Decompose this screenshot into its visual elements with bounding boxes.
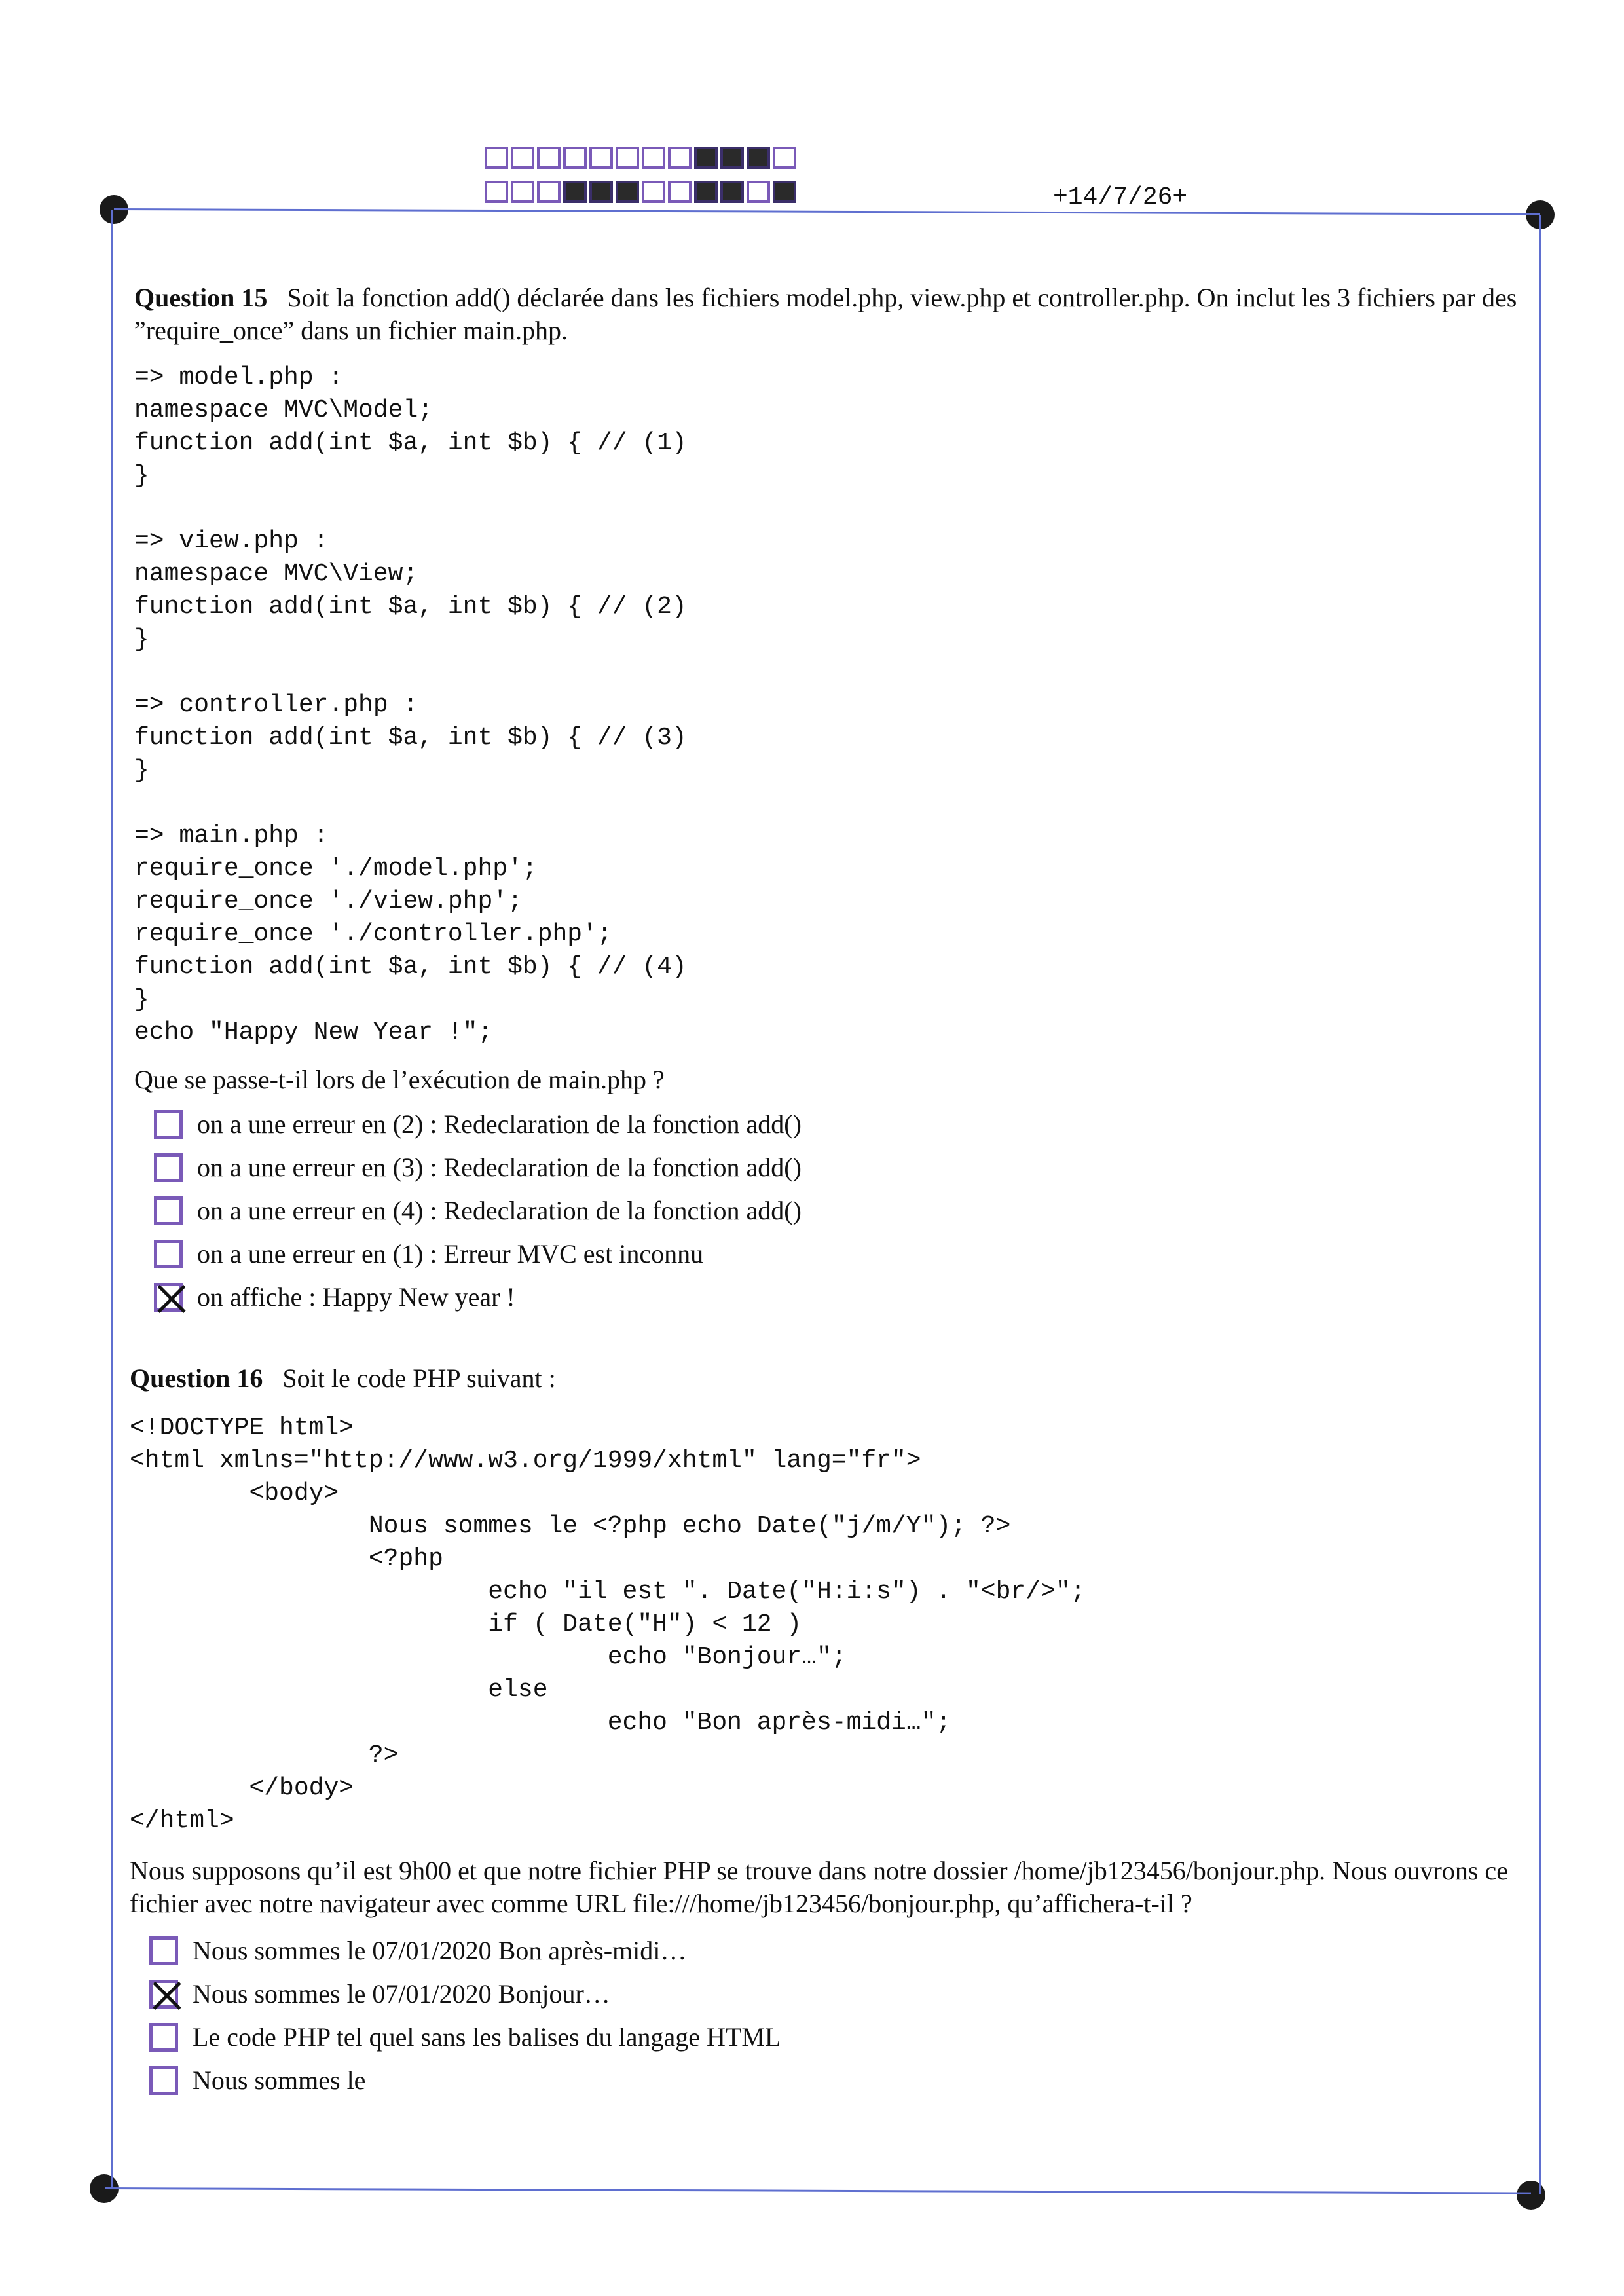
- answer-label: Nous sommes le: [193, 2065, 366, 2095]
- question-16-heading: [130, 1362, 1524, 1395]
- id-code-row-1-box: [537, 147, 561, 169]
- answer-option[interactable]: [149, 1929, 1524, 1972]
- id-code-row-1-box: [511, 147, 534, 169]
- answer-option[interactable]: [149, 2059, 1524, 2102]
- id-code-row-2-box: [720, 181, 744, 203]
- question-16-answers: [149, 1929, 1524, 2102]
- id-code-row-2-box: [668, 181, 692, 203]
- answer-option[interactable]: [154, 1146, 1529, 1189]
- id-code-row-2-box: [563, 181, 587, 203]
- answer-label: on a une erreur en (2) : Redeclaration de la fonction add(): [197, 1109, 802, 1139]
- id-code-row-1-box: [485, 147, 508, 169]
- answer-label: Nous sommes le 07/01/2020 Bon après-midi…: [193, 1936, 687, 1965]
- id-code-row-1-box: [694, 147, 718, 169]
- question-15-intro: Soit la fonction add() déclarée dans les fichiers model.php, view.php et controller.php. On inclut les 3 fichiers par des ”require_once” dans un fichier main.php.: [134, 283, 1517, 345]
- question-15-number: Question 15: [134, 283, 268, 312]
- id-code-row-2-box: [537, 181, 561, 203]
- id-code-row-2-box: [642, 181, 665, 203]
- id-code-row-2-box: [485, 181, 508, 203]
- answer-option[interactable]: [154, 1103, 1529, 1146]
- frame-bottom: [105, 2187, 1531, 2194]
- checkbox[interactable]: [154, 1153, 183, 1182]
- frame-right: [1539, 215, 1541, 2194]
- frame-top: [114, 208, 1540, 215]
- question-16-block: [130, 1362, 1524, 2102]
- id-code-row-1-box: [720, 147, 744, 169]
- question-15-block: [134, 282, 1529, 1319]
- answer-label: on a une erreur en (1) : Erreur MVC est inconnu: [197, 1239, 704, 1268]
- id-code-row-1-box: [668, 147, 692, 169]
- id-code-row-2-box: [694, 181, 718, 203]
- checkbox[interactable]: [154, 1110, 183, 1139]
- id-code-row-1-box: [616, 147, 639, 169]
- question-15-prompt: Que se passe-t-il lors de l’exécution de main.php ?: [134, 1065, 665, 1094]
- id-code-row-2-box: [773, 181, 796, 203]
- checkbox[interactable]: [154, 1196, 183, 1225]
- checked-checkbox[interactable]: [149, 1980, 178, 2009]
- student-id-code-row-1: [485, 147, 796, 169]
- answer-option[interactable]: [154, 1276, 1529, 1319]
- question-16-number: Question 16: [130, 1363, 263, 1393]
- question-15-answers: [154, 1103, 1529, 1319]
- question-15-code: => model.php : namespace MVC\Model; function add(int $a, int $b) { // (1) } => view.php : namespace MVC\View; function add(int $a, int $b) { // (2) } => controller.php : function add(int $a, int $b) { // (3) } => main.php : require_once './model.php'; require_once './view.php'; require_once './controller.php'; function add(int $a, int $b) { // (4) } echo "Happy New Year !";: [134, 363, 687, 1046]
- id-code-row-2-box: [511, 181, 534, 203]
- checkbox[interactable]: [149, 2023, 178, 2052]
- id-code-row-1-box: [563, 147, 587, 169]
- checkbox[interactable]: [154, 1240, 183, 1268]
- answer-label: on a une erreur en (3) : Redeclaration de la fonction add(): [197, 1153, 802, 1182]
- page-identifier: +14/7/26+: [1053, 183, 1188, 212]
- id-code-row-1-box: [747, 147, 770, 169]
- question-16-prompt: Nous supposons qu’il est 9h00 et que notre fichier PHP se trouve dans notre dossier /home/jb123456/bonjour.php. Nous ouvrons ce fichier avec notre navigateur avec comme URL file:///home/jb123456/bonjour.php, qu’affichera-t-il ?: [130, 1856, 1508, 1918]
- answer-label: Nous sommes le 07/01/2020 Bonjour…: [193, 1979, 610, 2009]
- question-15-heading: [134, 282, 1529, 347]
- id-code-row-2-box: [616, 181, 639, 203]
- id-code-row-2-box: [589, 181, 613, 203]
- answer-label: on a une erreur en (4) : Redeclaration de la fonction add(): [197, 1196, 802, 1225]
- question-16-intro: Soit le code PHP suivant :: [282, 1363, 556, 1393]
- student-id-code-row-2: [485, 181, 796, 203]
- answer-option[interactable]: [154, 1232, 1529, 1276]
- checked-checkbox[interactable]: [154, 1283, 183, 1312]
- checkbox[interactable]: [149, 1936, 178, 1965]
- id-code-row-1-box: [589, 147, 613, 169]
- id-code-row-1-box: [642, 147, 665, 169]
- registration-mark-bottom-right: [1517, 2181, 1545, 2210]
- answer-label: Le code PHP tel quel sans les balises du langage HTML: [193, 2022, 781, 2052]
- checkbox[interactable]: [149, 2066, 178, 2095]
- answer-option[interactable]: [154, 1189, 1529, 1232]
- answer-label: on affiche : Happy New year !: [197, 1282, 515, 1312]
- answer-option[interactable]: [149, 2016, 1524, 2059]
- question-16-code: <!DOCTYPE html> <html xmlns="http://www.w3.org/1999/xhtml" lang="fr"> <body> Nous sommes le <?php echo Date("j/m/Y"); ?> <?php echo "il est ". Date("H:i:s") . "<br/>"; if ( Date("H") < 12 ) echo "Bonjour…"; else echo "Bon après-midi…"; ?> </body> </html>: [130, 1414, 1086, 1835]
- id-code-row-2-box: [747, 181, 770, 203]
- id-code-row-1-box: [773, 147, 796, 169]
- frame-left: [111, 210, 113, 2189]
- answer-option[interactable]: [149, 1972, 1524, 2016]
